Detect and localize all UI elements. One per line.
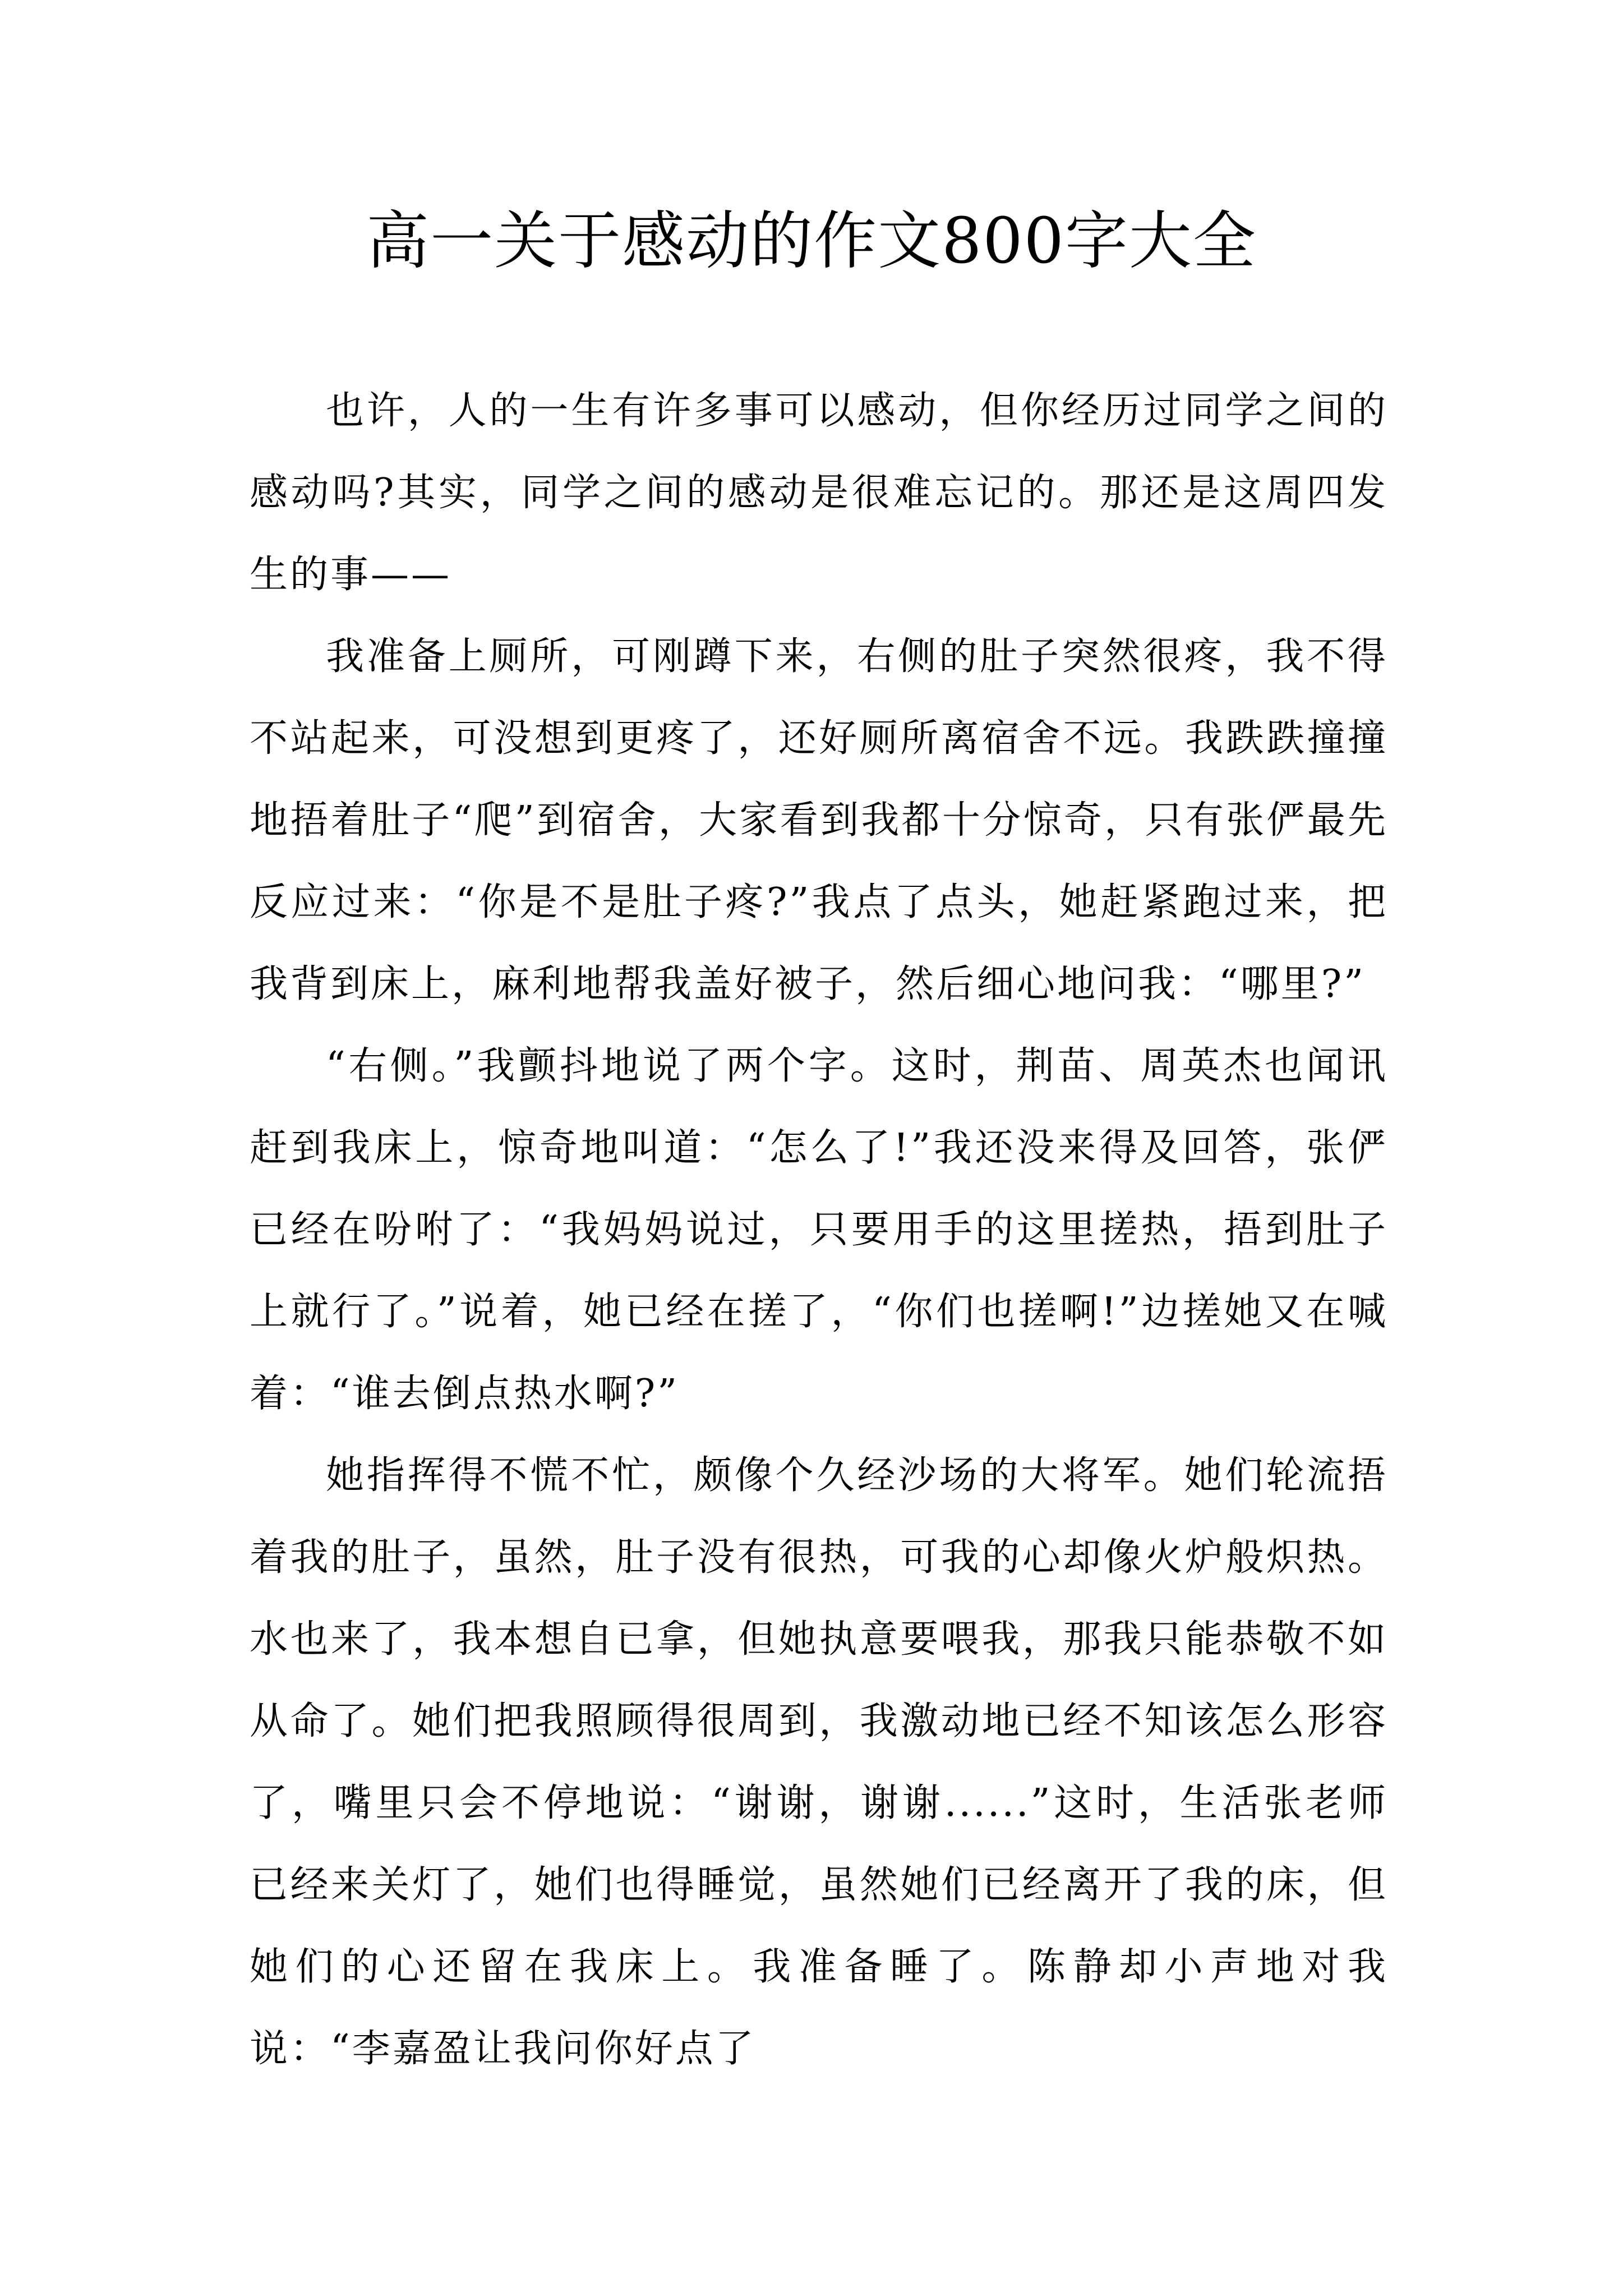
paragraph-4: 她指挥得不慌不忙，颇像个久经沙场的大将军。她们轮流捂着我的肚子，虽然，肚子没有很热，可我的心却像火炉般炽热。水也来了，我本想自已拿，但她执意要喂我，那我只能恭敬不如从命了。她们把我照顾得很周到，我激动地已经不知该怎么形容了，嘴里只会不停地说：“谢谢，谢谢......”这时，生活张老师已经来关灯了，她们也得睡觉，虽然她们已经离开了我的床，但她们的心还留在我床上。我准备睡了。陈静却小声地对我说：“李嘉盈让我问你好点了 xyxy=(250,1453,1388,2071)
paragraph-3: “右侧。”我颤抖地说了两个字。这时，荆苗、周英杰也闻讯赶到我床上，惊奇地叫道：“怎么了!”我还没来得及回答，张俨已经在吩咐了：“我妈妈说过，只要用手的这里搓热，捂到肚子上就行了。”说着，她已经在搓了，“你们也搓啊!”边搓她又在喊着：“谁去倒点热水啊?” xyxy=(250,1044,1389,1416)
document-title: 高一关于感动的作文800字大全 xyxy=(366,205,1257,278)
document-body xyxy=(250,370,1388,2090)
paragraph-1: 也许，人的一生有许多事可以感动，但你经历过同学之间的感动吗?其实，同学之间的感动是很难忘记的。那还是这周四发生的事—— xyxy=(250,389,1388,597)
paragraph-2: 我准备上厕所，可刚蹲下来，右侧的肚子突然很疼，我不得不站起来，可没想到更疼了，还好厕所离宿舍不远。我跌跌撞撞地捂着肚子“爬”到宿舍，大家看到我都十分惊奇，只有张俨最先反应过来：“你是不是肚子疼?”我点了点头，她赶紧跑过来，把我背到床上，麻利地帮我盖好被子，然后细心地问我：“哪里?” xyxy=(250,634,1388,1006)
